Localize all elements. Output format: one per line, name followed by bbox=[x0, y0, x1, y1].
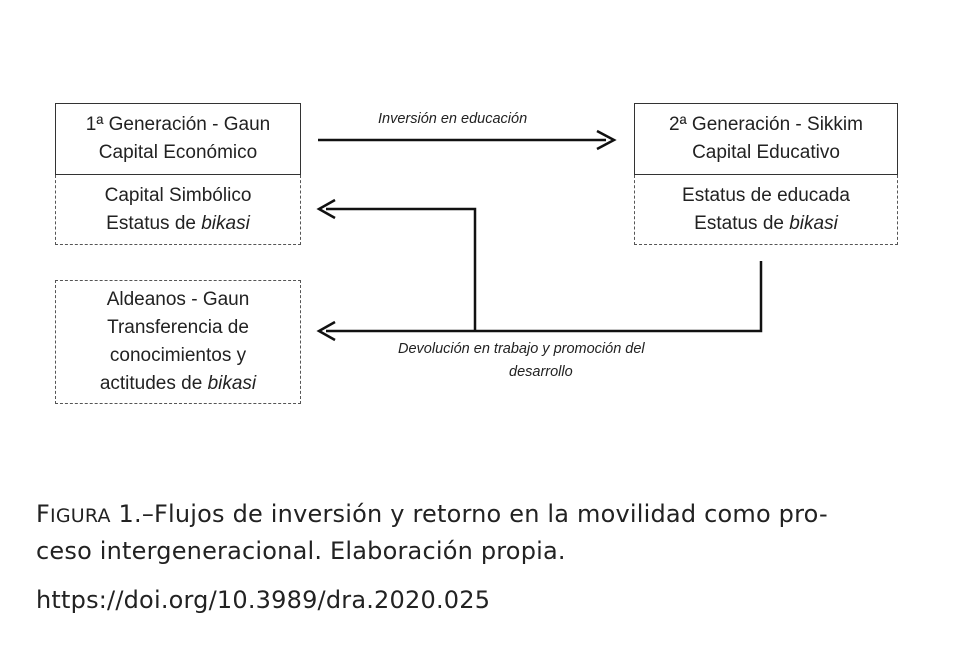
return-label-line2: desarrollo bbox=[509, 364, 573, 380]
bikasi-status-label: Estatus de bikasi bbox=[106, 212, 250, 234]
first-generation-capital: Capital Económico bbox=[98, 142, 258, 163]
investment-label: Inversión en educación bbox=[378, 111, 528, 127]
doi-link[interactable]: https://doi.org/10.3989/dra.2020.025 bbox=[36, 586, 491, 614]
educated-status-label: Estatus de educada bbox=[682, 184, 850, 206]
return-arrow-line bbox=[326, 261, 761, 331]
figure-caption-line2: ceso intergeneracional. Elaboración propia. bbox=[36, 537, 566, 565]
attitudes-label: actitudes de bikasi bbox=[99, 373, 257, 394]
knowledge-label: conocimientos y bbox=[109, 345, 247, 366]
second-generation-capital: Capital Educativo bbox=[692, 142, 840, 163]
bikasi-status-label-2: Estatus de bikasi bbox=[694, 212, 838, 234]
symbolic-capital-label: Capital Simbólico bbox=[104, 184, 252, 206]
return-branch-line bbox=[326, 209, 475, 331]
transfer-label: Transferencia de bbox=[107, 317, 249, 338]
return-label-line1: Devolución en trabajo y promoción del bbox=[398, 341, 645, 357]
second-generation-title: 2ª Generación - Sikkim bbox=[669, 114, 863, 135]
figure-caption-line1: FIGURA 1.–Flujos de inversión y retorno en la movilidad como pro- bbox=[36, 500, 828, 528]
first-generation-title: 1ª Generación - Gaun bbox=[85, 114, 271, 135]
villagers-title: Aldeanos - Gaun bbox=[106, 289, 250, 310]
